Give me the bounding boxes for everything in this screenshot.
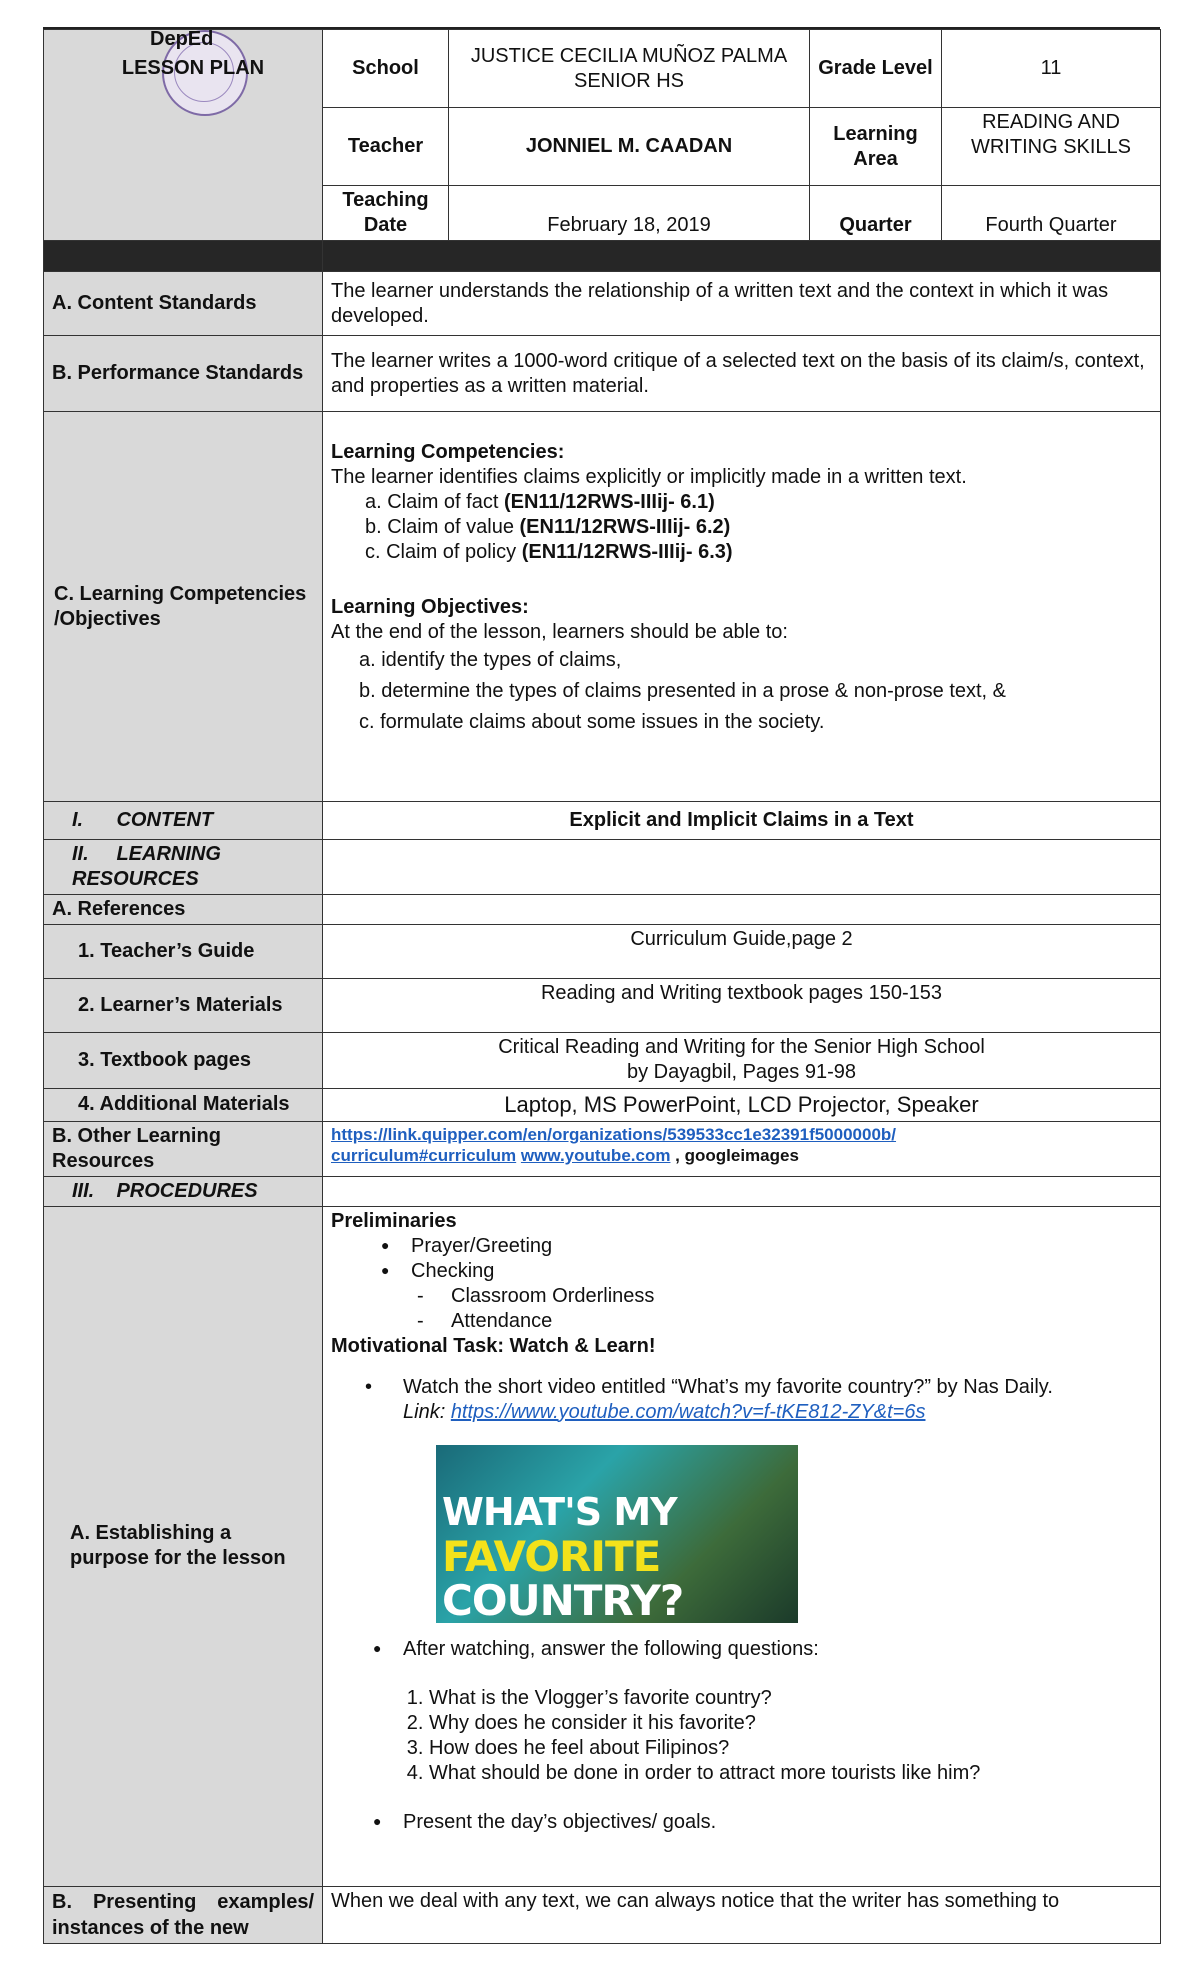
quarter-label: Quarter: [810, 186, 942, 241]
prelim-item: ● Checking: [411, 1259, 1152, 1284]
additional-materials-value: Laptop, MS PowerPoint, LCD Projector, Speaker: [323, 1089, 1161, 1122]
learning-resources-value: [323, 840, 1161, 895]
thumbnail-text-3: COUNTRY?: [442, 1575, 684, 1623]
content-label: I. CONTENT: [44, 802, 323, 840]
thumbnail-text-1: WHAT'S MY: [442, 1489, 677, 1534]
presenting-examples-text: When we deal with any text, we can always notice that the writer has something to: [323, 1886, 1161, 1943]
content-value: Explicit and Implicit Claims in a Text: [323, 802, 1161, 840]
dark-band-right: [323, 241, 1161, 272]
objectives-title: Learning Objectives:: [331, 596, 529, 618]
teachers-guide-value: Curriculum Guide,page 2: [323, 925, 1161, 979]
other-resources-value: [323, 1121, 1161, 1176]
competencies-label-text: C. Learning Competencies /Objectives: [54, 582, 307, 630]
learners-materials-label: 2. Learner’s Materials: [44, 979, 323, 1033]
quipper-link[interactable]: https://link.quipper.com/en/organizations/539533cc1e32391f5000000b/: [331, 1124, 897, 1144]
after-watch-list: [331, 1637, 1152, 1662]
prelim-item: ● Prayer/Greeting: [411, 1234, 1152, 1259]
objectives-list: [331, 645, 1152, 738]
grade-level-value: 11: [942, 30, 1161, 108]
content-standards-text: The learner understands the relationship of a written text and the context in which it was developed.: [323, 272, 1161, 336]
textbook-pages-value: [323, 1033, 1161, 1089]
video-thumbnail-image[interactable]: [436, 1445, 798, 1623]
references-value: [323, 895, 1161, 925]
watch-instruction: [331, 1375, 1152, 1425]
teacher-label: Teacher: [323, 108, 449, 186]
competencies-cell: [323, 412, 1161, 802]
learning-resources-label: II. LEARNING RESOURCES: [44, 840, 323, 895]
checking-item: - Attendance: [451, 1309, 1152, 1334]
establishing-purpose-cell: [323, 1206, 1161, 1886]
competency-item: c. Claim of policy (EN11/12RWS-IIIij- 6.3): [365, 541, 733, 563]
objective-item: c. formulate claims about some issues in the society.: [359, 711, 825, 733]
teaching-date-value: February 18, 2019: [449, 186, 810, 241]
deped-seal-text: DepEd: [150, 28, 214, 50]
teacher-value: JONNIEL M. CAADAN: [449, 108, 810, 186]
checking-list: [331, 1284, 1152, 1334]
establishing-purpose-label: A. Establishing a purpose for the lesson: [44, 1206, 323, 1886]
after-watch-item: ● After watching, answer the following questions:: [403, 1637, 1152, 1662]
additional-materials-label: 4. Additional Materials: [44, 1089, 323, 1122]
other-resources-label: B. Other Learning Resources: [44, 1121, 323, 1176]
textbook-line-1: Critical Reading and Writing for the Senior High School: [498, 1036, 985, 1058]
teaching-date-label: Teaching Date: [323, 186, 449, 241]
thumbnail-text-2: FAVORITE: [442, 1531, 661, 1581]
teachers-guide-label: 1. Teacher’s Guide: [44, 925, 323, 979]
learning-area-value: READING AND WRITING SKILLS: [942, 108, 1161, 186]
checking-item: - Classroom Orderliness: [451, 1284, 1152, 1309]
competency-item: b. Claim of value (EN11/12RWS-IIIij- 6.2): [365, 516, 731, 538]
preliminaries-list: [331, 1234, 1152, 1284]
youtube-link[interactable]: www.youtube.com: [520, 1145, 671, 1165]
lesson-plan-table: [43, 29, 1161, 1944]
performance-standards-label: B. Performance Standards: [44, 336, 323, 412]
lesson-plan-title: LESSON PLAN: [121, 57, 265, 79]
references-label: A. References: [44, 895, 323, 925]
competencies-intro: The learner identifies claims explicitly or implicitly made in a written text.: [331, 466, 967, 488]
objective-item: b. determine the types of claims presented in a prose & non-prose text, &: [359, 680, 1007, 702]
procedures-value: [323, 1176, 1161, 1206]
objective-item: a. identify the types of claims,: [359, 649, 622, 671]
content-standards-label: A. Content Standards: [44, 272, 323, 336]
competencies-label: [44, 412, 323, 802]
video-link[interactable]: https://www.youtube.com/watch?v=f-tKE812-ZY&t=6s: [450, 1400, 926, 1423]
competencies-title: Learning Competencies:: [331, 441, 565, 463]
question-item: 3. How does he feel about Filipinos?: [429, 1736, 1152, 1761]
question-item: 4. What should be done in order to attract more tourists like him?: [429, 1761, 1152, 1786]
school-label: School: [323, 30, 449, 108]
competencies-list: [331, 490, 1152, 565]
question-item: 2. Why does he consider it his favorite?: [429, 1711, 1152, 1736]
textbook-pages-label: 3. Textbook pages: [44, 1033, 323, 1089]
preliminaries-title: Preliminaries: [331, 1209, 457, 1232]
learners-materials-value: Reading and Writing textbook pages 150-153: [323, 979, 1161, 1033]
bullet-icon: •: [365, 1375, 373, 1398]
present-list: [331, 1810, 1152, 1835]
competency-item: a. Claim of fact (EN11/12RWS-IIIij- 6.1): [365, 491, 715, 513]
school-value: JUSTICE CECILIA MUÑOZ PALMA SENIOR HS: [449, 30, 810, 108]
link-label: Link:: [403, 1400, 451, 1423]
presenting-examples-label: B. Presenting examples/ instances of the new: [44, 1886, 323, 1943]
present-item: ● Present the day’s objectives/ goals.: [403, 1810, 1152, 1835]
procedures-label: III. PROCEDURES: [44, 1176, 323, 1206]
other-resources-rest: , googleimages: [670, 1145, 799, 1165]
quarter-value: Fourth Quarter: [942, 186, 1161, 241]
watch-text: Watch the short video entitled “What’s my favorite country?” by Nas Daily.: [403, 1375, 1053, 1398]
objectives-intro: At the end of the lesson, learners should be able to:: [331, 621, 788, 643]
dark-band-left: [44, 241, 323, 272]
learning-area-label: Learning Area: [810, 108, 942, 186]
grade-level-label: Grade Level: [810, 30, 942, 108]
motivational-task-title: Motivational Task: Watch & Learn!: [331, 1334, 656, 1357]
question-item: 1. What is the Vlogger’s favorite country?: [429, 1686, 1152, 1711]
textbook-line-2: by Dayagbil, Pages 91-98: [626, 1061, 857, 1083]
questions-list: [331, 1686, 1152, 1786]
quipper-link-continued[interactable]: curriculum#curriculum: [331, 1145, 517, 1165]
performance-standards-text: The learner writes a 1000-word critique of a selected text on the basis of its claim/s, context, and properties as a written material.: [323, 336, 1161, 412]
